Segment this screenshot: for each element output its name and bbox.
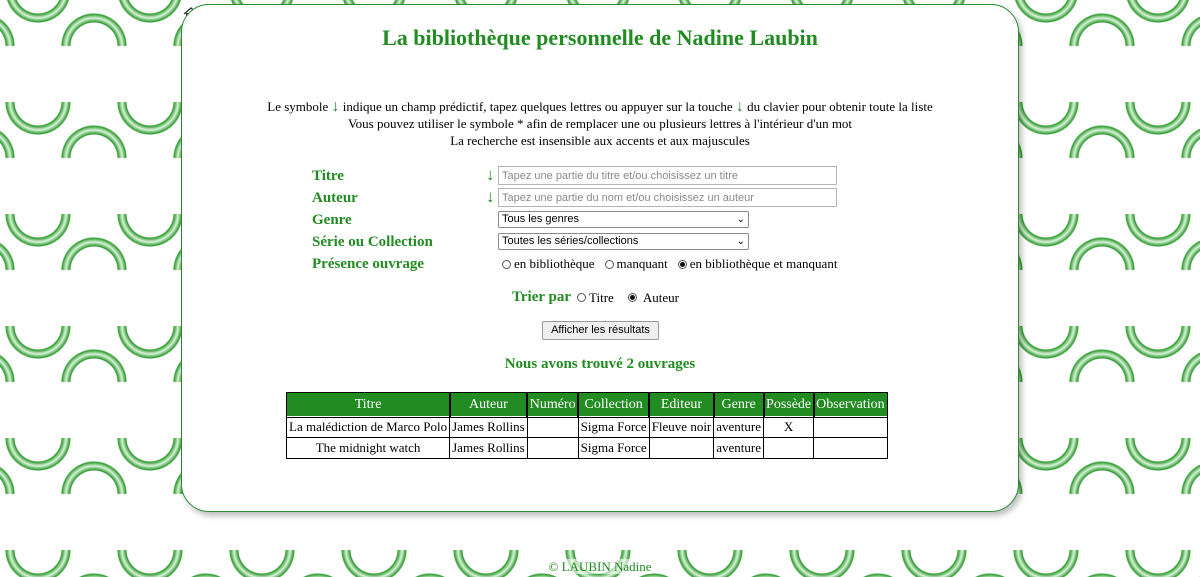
auteur-row <box>312 188 1002 208</box>
predictive-arrow-icon: ↓ <box>486 165 495 184</box>
sort-row <box>512 289 679 306</box>
column-header: Numéro <box>527 393 578 417</box>
table-cell: Sigma Force <box>578 438 649 459</box>
serie-select[interactable] <box>498 233 749 250</box>
table-cell: The midnight watch <box>287 438 450 459</box>
serie-label: Série ou Collection <box>312 234 433 250</box>
table-cell <box>527 417 578 438</box>
sort-option-label: Titre <box>589 289 614 305</box>
column-header: Possède <box>764 393 814 417</box>
table-cell: Fleuve noir <box>649 417 714 438</box>
table-cell <box>814 417 887 438</box>
page-title: La bibliothèque personnelle de Nadine Laubin <box>382 25 818 50</box>
presence-radio-both[interactable] <box>678 260 687 269</box>
auteur-label: Auteur <box>312 190 358 206</box>
column-header: Editeur <box>649 393 714 417</box>
footer <box>0 559 1200 575</box>
main-panel <box>181 4 1019 512</box>
genre-select[interactable] <box>498 211 749 228</box>
table-cell: James Rollins <box>450 417 528 438</box>
column-header: Auteur <box>450 393 528 417</box>
presence-option-label: en bibliothèque et manquant <box>689 256 838 271</box>
presence-radio-group <box>502 256 837 272</box>
titre-label: Titre <box>312 168 344 184</box>
presence-radio-manquant[interactable] <box>605 260 614 269</box>
genre-label: Genre <box>312 212 352 228</box>
auteur-input[interactable] <box>498 188 837 207</box>
column-header: Collection <box>578 393 649 417</box>
table-header-row <box>287 393 888 417</box>
help-text <box>182 98 1018 149</box>
show-results-button[interactable]: Afficher les résultats <box>542 321 659 340</box>
table-cell: aventure <box>714 417 764 438</box>
presence-option-label: en bibliothèque <box>514 256 595 271</box>
titre-row <box>312 166 1002 186</box>
column-header: Observation <box>814 393 887 417</box>
presence-label: Présence ouvrage <box>312 256 425 272</box>
table-cell: aventure <box>714 438 764 459</box>
copyright-text: © LAUBIN Nadine <box>548 559 652 574</box>
column-header: Titre <box>287 393 450 417</box>
table-cell: X <box>764 417 814 438</box>
table-cell <box>527 438 578 459</box>
table-cell <box>764 438 814 459</box>
presence-row <box>312 254 1002 274</box>
table-row <box>287 438 888 459</box>
results-count: Nous avons trouvé 2 ouvrages <box>504 356 696 372</box>
table-cell <box>814 438 887 459</box>
titre-input[interactable] <box>498 166 837 185</box>
sort-radio-auteur[interactable] <box>628 293 637 302</box>
help-line-1: Le symbole ↓ indique un champ prédictif, tapez quelques lettres ou appuyer sur la touche ↓ du clavier pour obtenir toute la liste <box>267 98 933 115</box>
presence-radio-bibliotheque[interactable] <box>502 260 511 269</box>
chevron-down-icon: ⌄ <box>736 236 745 247</box>
presence-option-label: manquant <box>616 256 668 271</box>
serie-select-value: Toutes les séries/collections <box>502 235 639 247</box>
results-table <box>286 392 888 459</box>
sort-option-label: Auteur <box>642 289 679 305</box>
table-cell <box>649 438 714 459</box>
genre-row <box>312 210 1002 230</box>
help-line-2: Vous pouvez utiliser le symbole * afin de remplacer une ou plusieurs lettres à l'intérieur d'un mot <box>347 116 853 131</box>
predictive-arrow-icon: ↓ <box>486 187 495 206</box>
table-row <box>287 417 888 438</box>
sort-radio-titre[interactable] <box>577 293 586 302</box>
column-header: Genre <box>714 393 764 417</box>
table-cell: James Rollins <box>450 438 528 459</box>
table-cell: Sigma Force <box>578 417 649 438</box>
genre-select-value: Tous les genres <box>502 213 580 225</box>
sort-label: Trier par <box>512 289 572 305</box>
help-line-3: La recherche est insensible aux accents et aux majuscules <box>450 133 750 148</box>
table-cell: La malédiction de Marco Polo <box>287 417 450 438</box>
serie-row <box>312 232 1002 252</box>
chevron-down-icon: ⌄ <box>736 214 745 225</box>
